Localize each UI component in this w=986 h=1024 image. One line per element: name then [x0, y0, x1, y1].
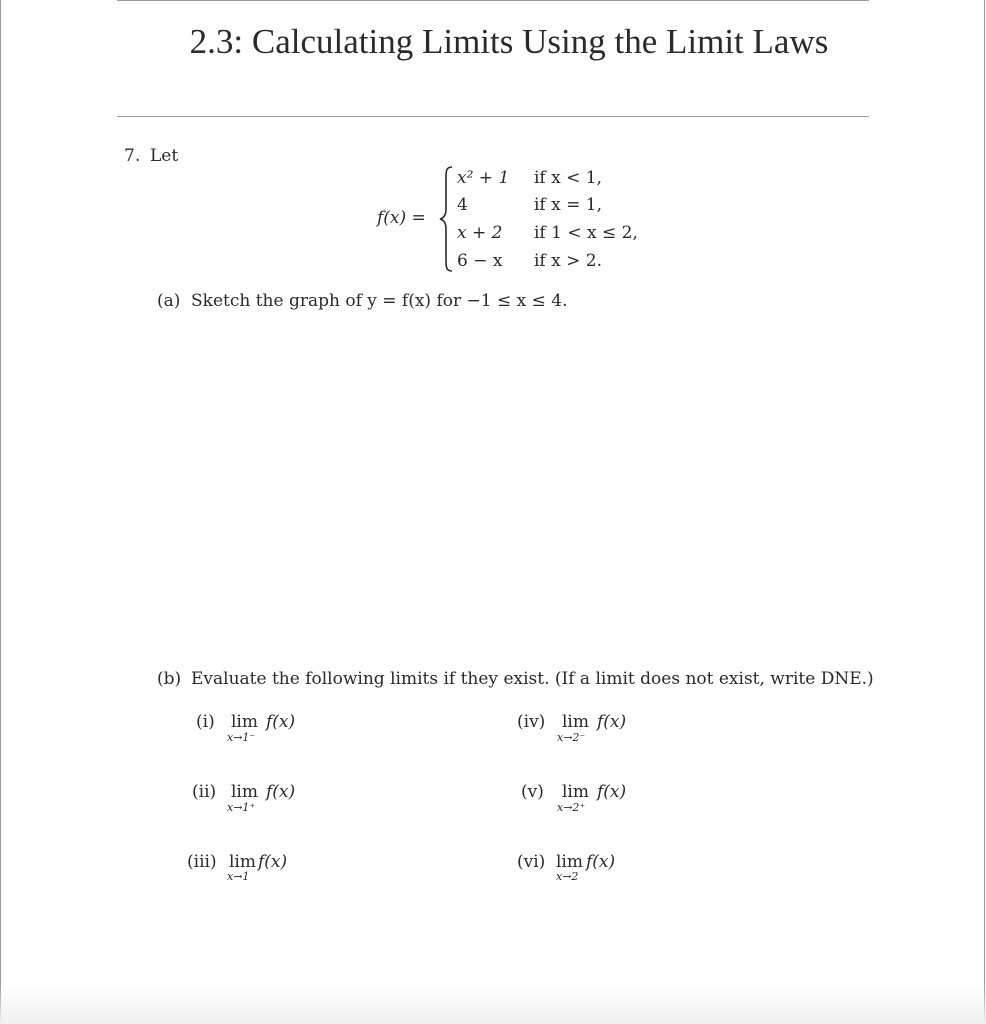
bottom-page-shadow — [0, 984, 986, 1024]
limit-ii-expr: f(x) — [266, 782, 296, 802]
limit-ii-label: (ii) — [192, 782, 217, 802]
page-title: 2.3: Calculating Limits Using the Limit Laws — [189, 22, 829, 61]
case-3-cond: if 1 < x ≤ 2, — [534, 223, 638, 243]
case-3-expr: x + 2 — [457, 223, 503, 243]
case-1-expr: x² + 1 — [457, 168, 510, 188]
case-1-cond: if x < 1, — [534, 168, 602, 188]
limit-iv-approach: x→2⁻ — [557, 731, 586, 744]
limit-iv-op: lim — [562, 712, 589, 732]
page-edge-right — [984, 0, 985, 1024]
problem-intro: Let — [150, 146, 179, 166]
part-a-text: Sketch the graph of y = f(x) for −1 ≤ x ≤ 4. — [191, 291, 568, 311]
limit-ii-op: lim — [231, 782, 258, 802]
case-4-expr: 6 − x — [457, 251, 503, 271]
part-a-label: (a) — [157, 291, 181, 311]
left-brace — [438, 165, 454, 273]
limit-v-approach: x→2⁺ — [557, 801, 586, 814]
limit-iii-approach: x→1 — [227, 870, 250, 883]
limit-i-label: (i) — [196, 712, 215, 732]
limit-iii-op: lim — [229, 852, 256, 872]
limit-iv-expr: f(x) — [597, 712, 627, 732]
limit-iii-expr: f(x) — [258, 852, 288, 872]
part-b-label: (b) — [157, 669, 182, 689]
title-rule — [117, 116, 869, 117]
limit-iii-label: (iii) — [187, 852, 217, 872]
limit-ii-approach: x→1⁺ — [227, 801, 256, 814]
limit-vi-expr: f(x) — [586, 852, 616, 872]
page-edge-left — [0, 0, 1, 1024]
limit-v-expr: f(x) — [597, 782, 627, 802]
case-2-cond: if x = 1, — [534, 195, 602, 215]
limit-i-approach: x→1⁻ — [227, 731, 256, 744]
limit-v-label: (v) — [521, 782, 544, 802]
top-rule — [117, 0, 869, 1]
problem-number: 7. — [124, 146, 141, 166]
case-2-expr: 4 — [457, 195, 468, 215]
function-lhs: f(x) = — [377, 208, 426, 228]
limit-vi-op: lim — [556, 852, 583, 872]
limit-vi-approach: x→2 — [556, 870, 579, 883]
part-b-text: Evaluate the following limits if they exist. (If a limit does not exist, write DNE.) — [191, 669, 874, 689]
limit-i-op: lim — [231, 712, 258, 732]
limit-vi-label: (vi) — [517, 852, 546, 872]
limit-iv-label: (iv) — [517, 712, 546, 732]
limit-v-op: lim — [562, 782, 589, 802]
case-4-cond: if x > 2. — [534, 251, 602, 271]
limit-i-expr: f(x) — [266, 712, 296, 732]
